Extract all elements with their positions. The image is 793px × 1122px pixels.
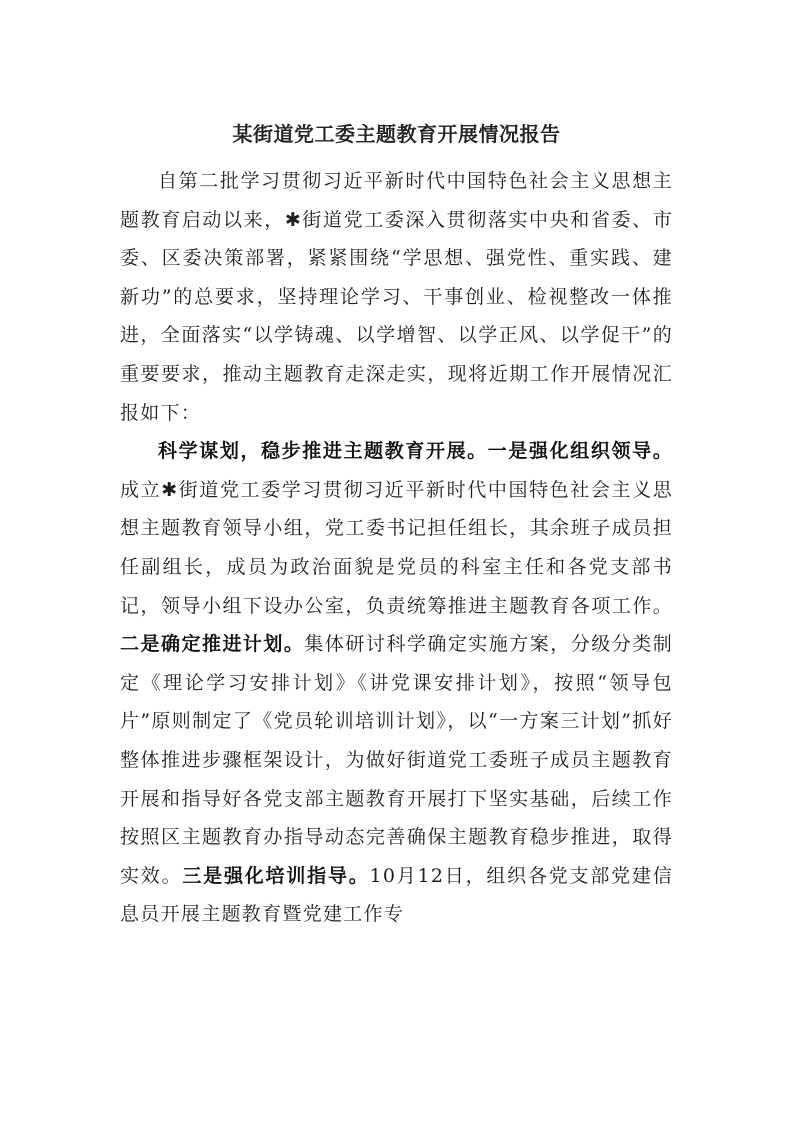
section-1-paragraph xyxy=(120,432,673,934)
point-1-label: 一是强化组织领导。 xyxy=(487,440,673,463)
point-2-label: 二是确定推进计划。 xyxy=(120,633,305,656)
intro-paragraph: 自第二批学习贯彻习近平新时代中国特色社会主义思想主题教育启动以来，✱街道党工委深入贯彻落实中央和省委、市委、区委决策部署，紧紧围绕“学思想、强党性、重实践、建新功”的总要求，坚持理论学习、干事创业、检视整改一体推进，全面落实“以学铸魂、以学增智、以学正风、以学促干”的重要要求，推动主题教育走深走实，现将近期工作开展情况汇报如下： xyxy=(120,170,673,424)
document-body xyxy=(120,162,673,934)
point-3-text: 10月12日，组织各党支部党建信息员开展主题教育暨党建工作专 xyxy=(120,864,674,926)
section-1-heading: 科学谋划，稳步推进主题教育开展。 xyxy=(158,440,488,463)
point-2-text: 集体研讨科学确定实施方案，分级分类制定《理论学习安排计划》《讲党课安排计划》，按照“领导包片”原则制定了《党员轮训培训计划》，以“一方案三计划”抓好整体推进步骤框架设计，为做好街道党工委班子成员主题教育开展和指导好各党支部主题教育开展打下坚实基础，后续工作按照区主题教育办指导动态完善确保主题教育稳步推进，取得实效。 xyxy=(120,633,674,887)
point-3-label: 三是强化培训指导。 xyxy=(182,864,370,887)
document-title: 某街道党工委主题教育开展情况报告 xyxy=(232,122,561,146)
point-1-text: 成立✱街道党工委学习贯彻习近平新时代中国特色社会主义思想主题教育领导小组，党工委书记担任组长，其余班子成员担任副组长，成员为政治面貌是党员的科室主任和各党支部书记，领导小组下设办公室，负责统筹推进主题教育各项工作。 xyxy=(120,478,673,617)
